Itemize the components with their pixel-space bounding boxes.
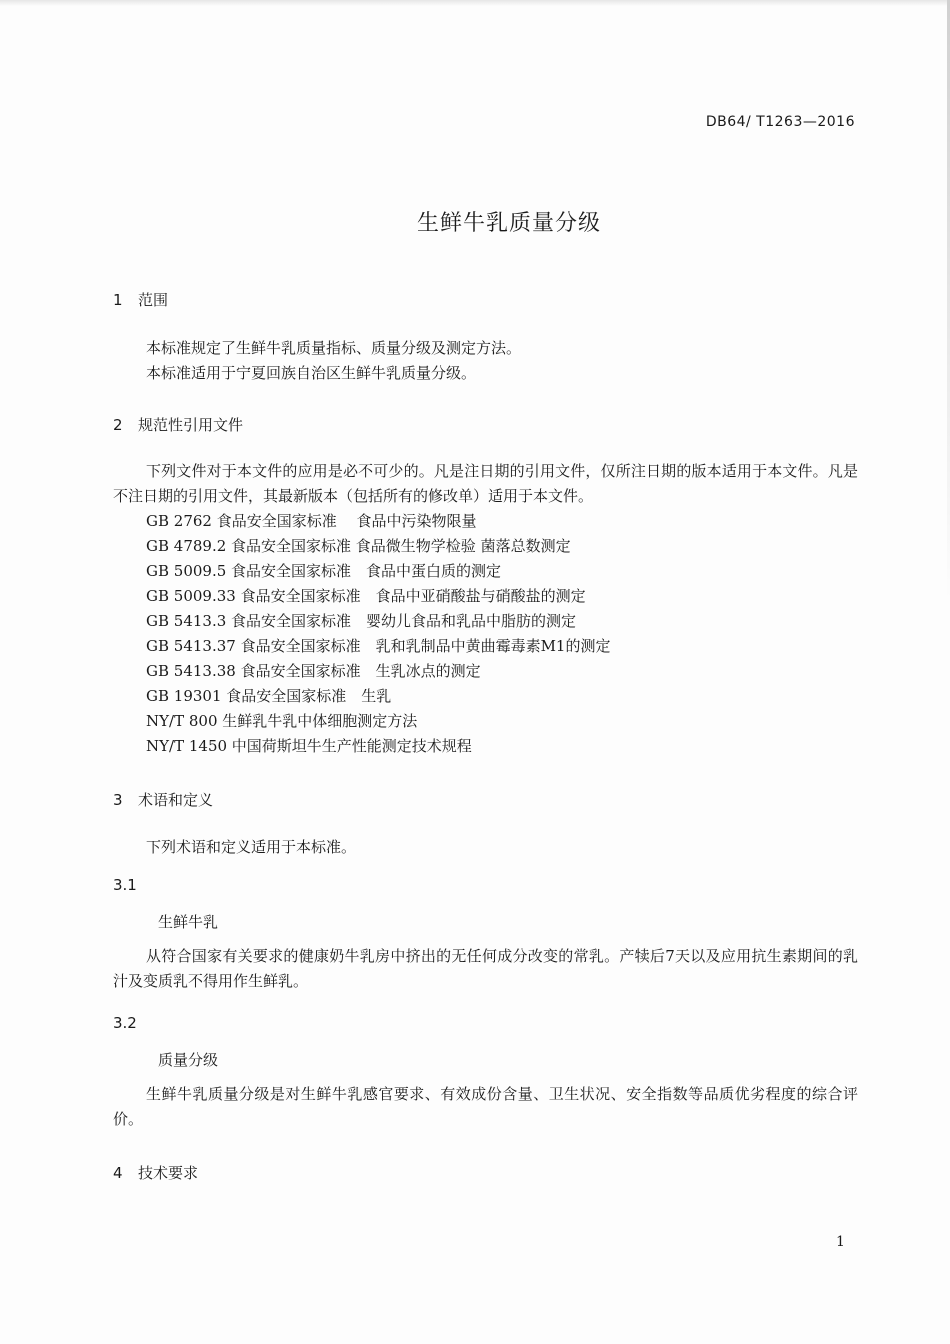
- section-number: 4: [113, 1164, 123, 1182]
- reference-item: GB 2762 食品安全国家标准 食品中污染物限量: [146, 512, 477, 530]
- reference-item: GB 5413.37 食品安全国家标准 乳和乳制品中黄曲霉毒素M1的测定: [146, 637, 611, 655]
- reference-list: [146, 509, 610, 759]
- scope-paragraph-1: 本标准规定了生鲜牛乳质量指标、质量分级及测定方法。: [146, 339, 522, 357]
- section-title: 技术要求: [138, 1164, 199, 1182]
- document-title: 生鲜牛乳质量分级: [416, 211, 601, 236]
- reference-item: GB 5413.38 食品安全国家标准 生乳冰点的测定: [146, 662, 481, 680]
- section-number: 2: [113, 416, 123, 434]
- term-name: 质量分级: [158, 1051, 219, 1069]
- term-definition: 从符合国家有关要求的健康奶牛乳房中挤出的无任何成分改变的常乳。产犊后7天以及应用抗生素期间的乳汁及变质乳不得用作生鲜乳。: [113, 947, 858, 990]
- section-number: 3: [113, 791, 123, 809]
- section-title: 范围: [138, 291, 169, 309]
- section-3-heading: [113, 789, 213, 810]
- reference-item: GB 5413.3 食品安全国家标准 婴幼儿食品和乳品中脂肪的测定: [146, 612, 577, 630]
- section-title: 规范性引用文件: [138, 416, 244, 434]
- reference-item: GB 19301 食品安全国家标准 生乳: [146, 687, 392, 705]
- term-definition: 生鲜牛乳质量分级是对生鲜牛乳感官要求、有效成份含量、卫生状况、安全指数等品质优劣程度的综合评价。: [113, 1085, 858, 1128]
- reference-item: NY/T 1450 中国荷斯坦牛生产性能测定技术规程: [146, 737, 472, 755]
- reference-item: GB 5009.5 食品安全国家标准 食品中蛋白质的测定: [146, 562, 502, 580]
- section-2-heading: [113, 414, 243, 435]
- references-intro: 下列文件对于本文件的应用是必不可少的。凡是注日期的引用文件，仅所注日期的版本适用于本文件。凡是不注日期的引用文件，其最新版本（包括所有的修改单）适用于本文件。: [113, 462, 858, 505]
- reference-item: GB 4789.2 食品安全国家标准 食品微生物学检验 菌落总数测定: [146, 537, 571, 555]
- section-4-heading: [113, 1162, 198, 1183]
- reference-item: GB 5009.33 食品安全国家标准 食品中亚硝酸盐与硝酸盐的测定: [146, 587, 586, 605]
- section-1-heading: [113, 289, 168, 310]
- standard-code: DB64/ T1263—2016: [705, 114, 855, 130]
- scope-paragraph-2: 本标准适用于宁夏回族自治区生鲜牛乳质量分级。: [146, 364, 477, 382]
- section-title: 术语和定义: [138, 791, 214, 809]
- term-number: 3.2: [113, 1014, 137, 1032]
- term-name: 生鲜牛乳: [158, 913, 219, 931]
- section-number: 1: [113, 291, 123, 309]
- reference-item: NY/T 800 生鲜乳牛乳中体细胞测定方法: [146, 712, 418, 730]
- terms-intro: 下列术语和定义适用于本标准。: [146, 838, 357, 856]
- term-number: 3.1: [113, 876, 137, 894]
- scan-edge-top: [0, 0, 950, 6]
- page-number: 1: [836, 1234, 845, 1250]
